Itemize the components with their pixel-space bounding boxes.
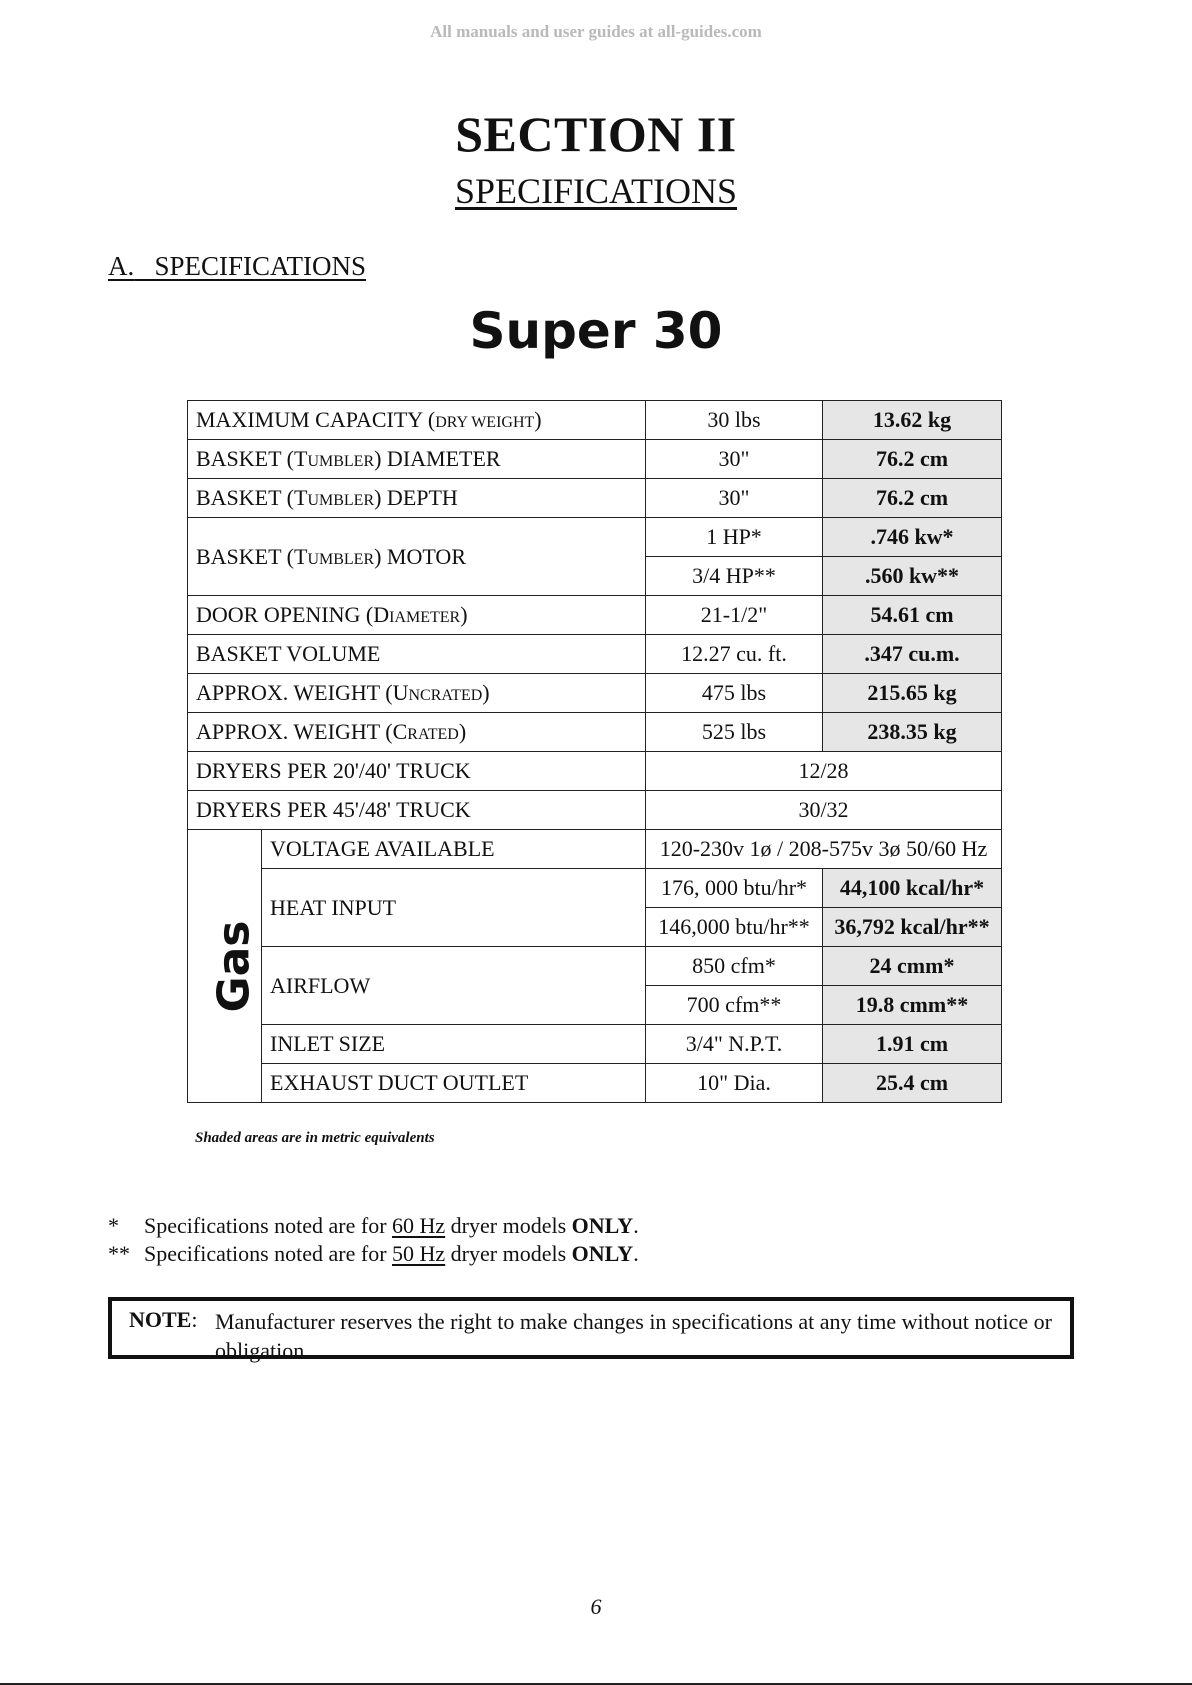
spec-imperial: 525 lbs xyxy=(646,713,823,752)
spec-imperial: 3/4" N.P.T. xyxy=(646,1025,823,1064)
spec-label: DRYERS PER 20'/40' TRUCK xyxy=(188,752,646,791)
table-row xyxy=(188,1064,1002,1103)
section-subtitle: SPECIFICATIONS xyxy=(454,171,738,211)
spec-imperial: 850 cfm* xyxy=(646,947,823,986)
spec-label: BASKET (TUMBLER) DEPTH xyxy=(188,479,646,518)
table-row xyxy=(188,596,1002,635)
spec-label: APPROX. WEIGHT (UNCRATED) xyxy=(188,674,646,713)
page-number: 6 xyxy=(590,1594,602,1619)
spec-metric: 24 cmm* xyxy=(823,947,1002,986)
spec-label: HEAT INPUT xyxy=(262,869,646,947)
spec-label: AIRFLOW xyxy=(262,947,646,1025)
table-row xyxy=(188,401,1002,440)
table-row xyxy=(188,1025,1002,1064)
spec-label: MAXIMUM CAPACITY (DRY WEIGHT) xyxy=(188,401,646,440)
spec-label: DRYERS PER 45'/48' TRUCK xyxy=(188,791,646,830)
table-row xyxy=(188,713,1002,752)
spec-label: VOLTAGE AVAILABLE xyxy=(262,830,646,869)
spec-metric: 238.35 kg xyxy=(823,713,1002,752)
spec-metric: .347 cu.m. xyxy=(823,635,1002,674)
spec-metric: 25.4 cm xyxy=(823,1064,1002,1103)
subsection-heading xyxy=(108,251,366,282)
table-row xyxy=(188,674,1002,713)
spec-metric: 54.61 cm xyxy=(823,596,1002,635)
table-row xyxy=(188,869,1002,908)
subsection-letter: A. xyxy=(108,251,135,281)
spec-metric: 19.8 cmm** xyxy=(823,986,1002,1025)
spec-imperial: 700 cfm** xyxy=(646,986,823,1025)
spec-label: BASKET VOLUME xyxy=(188,635,646,674)
table-row xyxy=(188,830,1002,869)
spec-metric: 76.2 cm xyxy=(823,479,1002,518)
spec-metric: 76.2 cm xyxy=(823,440,1002,479)
spec-imperial: 176, 000 btu/hr* xyxy=(646,869,823,908)
table-row xyxy=(188,518,1002,557)
spec-metric: 1.91 cm xyxy=(823,1025,1002,1064)
spec-value: 30/32 xyxy=(646,791,1002,830)
footnote-marker: * xyxy=(108,1213,119,1238)
spec-label: BASKET (TUMBLER) DIAMETER xyxy=(188,440,646,479)
spec-imperial: 30" xyxy=(646,440,823,479)
spec-imperial: 30 lbs xyxy=(646,401,823,440)
table-row xyxy=(188,752,1002,791)
note-label: NOTE: xyxy=(129,1307,198,1332)
spec-metric: 13.62 kg xyxy=(823,401,1002,440)
spec-metric: .746 kw* xyxy=(823,518,1002,557)
watermark-banner: All manuals and user guides at all-guides.com xyxy=(430,22,762,41)
spec-imperial: 1 HP* xyxy=(646,518,823,557)
table-row xyxy=(188,947,1002,986)
spec-imperial: 30" xyxy=(646,479,823,518)
spec-value: 120-230v 1ø / 208-575v 3ø 50/60 Hz xyxy=(646,830,1002,869)
spec-value: 12/28 xyxy=(646,752,1002,791)
spec-label: INLET SIZE xyxy=(262,1025,646,1064)
table-row xyxy=(188,440,1002,479)
spec-imperial: 21-1/2" xyxy=(646,596,823,635)
gas-group-label: Gas xyxy=(208,920,260,1012)
table-row xyxy=(188,479,1002,518)
spec-label: EXHAUST DUCT OUTLET xyxy=(262,1064,646,1103)
table-row xyxy=(188,635,1002,674)
spec-imperial: 3/4 HP** xyxy=(646,557,823,596)
footnote-60hz: * Specifications noted are for 60 Hz dryer models ONLY. xyxy=(108,1213,639,1238)
note-text: Manufacturer reserves the right to make changes in specifications at any time without notice or obligation. xyxy=(215,1309,1052,1363)
note-box xyxy=(108,1297,1074,1363)
spec-label: APPROX. WEIGHT (CRATED) xyxy=(188,713,646,752)
spec-imperial: 12.27 cu. ft. xyxy=(646,635,823,674)
spec-metric: 44,100 kcal/hr* xyxy=(823,869,1002,908)
shaded-areas-note: Shaded areas are in metric equivalents xyxy=(195,1130,435,1146)
spec-imperial: 10" Dia. xyxy=(646,1064,823,1103)
spec-metric: 215.65 kg xyxy=(823,674,1002,713)
spec-imperial: 146,000 btu/hr** xyxy=(646,908,823,947)
gas-group-cell xyxy=(188,830,262,1103)
spec-label: DOOR OPENING (DIAMETER) xyxy=(188,596,646,635)
subsection-title: SPECIFICATIONS xyxy=(154,251,367,281)
spec-metric: .560 kw** xyxy=(823,557,1002,596)
spec-imperial: 475 lbs xyxy=(646,674,823,713)
specifications-table xyxy=(187,400,1002,1103)
section-title: SECTION II xyxy=(455,106,737,162)
table-row xyxy=(188,791,1002,830)
model-title: Super 30 xyxy=(469,302,723,360)
footnote-marker: ** xyxy=(108,1241,130,1266)
footnote-50hz: ** Specifications noted are for 50 Hz dryer models ONLY. xyxy=(108,1241,639,1266)
spec-metric: 36,792 kcal/hr** xyxy=(823,908,1002,947)
spec-label: BASKET (TUMBLER) MOTOR xyxy=(188,518,646,596)
